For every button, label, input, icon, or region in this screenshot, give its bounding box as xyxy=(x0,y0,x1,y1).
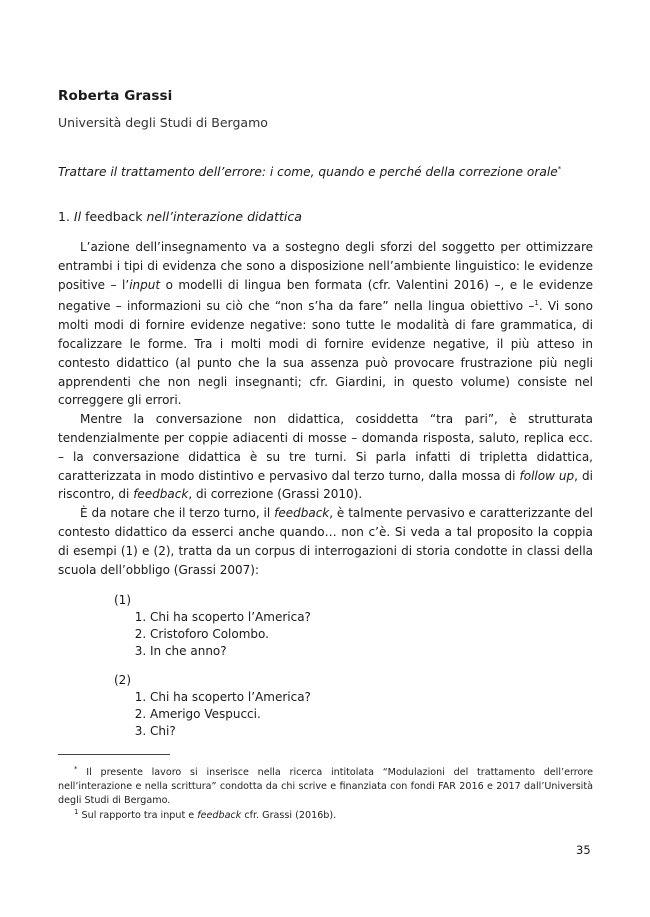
article-title-text: Trattare il trattamento dell’errore: i come, quando e perché della correzione orale xyxy=(58,165,558,180)
footnote-1-mark: 1 xyxy=(74,808,79,816)
example-1-line-2: 2. Cristoforo Colombo. xyxy=(150,626,311,643)
paragraph-3 xyxy=(58,504,593,579)
footnote-1-text-b: feedback xyxy=(197,810,242,822)
footnote-ref-1[interactable]: 1 xyxy=(534,299,539,308)
example-1 xyxy=(114,592,311,660)
footnote-star-mark: * xyxy=(74,765,78,773)
p1-text-c: o modelli di lingua ben formata (cfr. Valentini 2016) –, e le evidenze negative – informazioni su ciò che “non s’ha da fare” nella lingua obiettivo – xyxy=(58,277,593,314)
section-heading xyxy=(58,209,302,224)
p1-text-d: . Vi sono molti modi di fornire evidenze negative: sono tutte le modalità di fare grammatica, di focalizzare le forme. Tra i molti modi di fornire evidenze negative, il più atteso in contesto didattico (al punto che la sua assenza può provocare frustrazione più negli apprendenti che non negli insegnanti; cfr. Giardini, in questo volume) consiste nel correggere gli errori. xyxy=(58,299,594,408)
example-1-label: (1) xyxy=(114,593,131,607)
paragraph-1 xyxy=(58,238,593,410)
author-name: Roberta Grassi xyxy=(58,88,173,104)
example-2 xyxy=(114,672,311,740)
example-2-line-3: 3. Chi? xyxy=(150,723,311,740)
p1-text-a: L’azione dell’insegnamento va a sostegno degli sforzi del soggetto per ottimizzare entrambi i tipi di evidenza che sono a disposizione nell’ambiente linguistico: le evidenze positive – l’ xyxy=(58,240,593,292)
paragraph-2 xyxy=(58,410,593,504)
footnote-separator xyxy=(58,754,170,755)
p2-text-e: , di correzione (Grassi 2010). xyxy=(188,487,363,502)
page-number: 35 xyxy=(576,843,591,857)
footnote-1-text-a: Sul rapporto tra input e xyxy=(81,810,198,822)
section-number: 1. xyxy=(58,209,70,224)
p2-text-b: follow up xyxy=(519,468,575,483)
p2-text-c: , di riscontro, di xyxy=(58,468,593,502)
section-heading-part3: nell’interazione didattica xyxy=(146,209,302,224)
example-2-label: (2) xyxy=(114,673,131,687)
example-1-line-3: 3. In che anno? xyxy=(150,643,311,660)
title-footnote-mark[interactable]: * xyxy=(557,165,562,173)
footnote-1-text-c: cfr. Grassi (2016b). xyxy=(241,810,337,822)
footnote-1 xyxy=(58,805,593,823)
p2-text-a: Mentre la conversazione non didattica, cosiddetta “tra pari”, è strutturata tendenzialmente per coppie adiacenti di mosse – domanda risposta, saluto, replica ecc. – la conversazione didattica è su tre turni. Si parla infatti di tripletta didattica, caratterizzata in modo distintivo e pervasivo dal terzo turno, dalla mossa di xyxy=(58,412,593,483)
p2-text-d: feedback xyxy=(133,487,189,502)
p3-text-c: , è talmente pervasivo e caratterizzante del contesto didattico da esserci anche quando… non c’è. Si veda a tal proposito la coppia di esempi (1) e (2), tratta da un corpus di interrogazioni di storia condotte in classi della scuola dell’obbligo (Grassi 2007): xyxy=(58,506,593,577)
p3-text-a: È da notare che il terzo turno, il xyxy=(80,506,275,521)
p3-text-b: feedback xyxy=(274,506,330,521)
example-2-line-2: 2. Amerigo Vespucci. xyxy=(150,706,311,723)
example-1-line-1: 1. Chi ha scoperto l’America? xyxy=(150,609,311,626)
section-heading-part2: feedback xyxy=(85,209,143,224)
author-affiliation: Università degli Studi di Bergamo xyxy=(58,115,268,130)
body-text xyxy=(58,238,593,579)
footnote-star xyxy=(58,762,593,808)
example-2-line-1: 1. Chi ha scoperto l’America? xyxy=(150,689,311,706)
p1-text-b: input xyxy=(129,277,161,292)
article-title xyxy=(58,165,598,179)
footnote-star-text: Il presente lavoro si inserisce nella ricerca intitolata “Modulazioni del trattamento dell’errore nell’interazione e nella scrittura” condotta da chi scrive e finanziata con fondi FAR 2016 e 2017 dall’Università degli Studi di Bergamo. xyxy=(58,767,593,807)
section-heading-part1: Il xyxy=(73,209,82,224)
